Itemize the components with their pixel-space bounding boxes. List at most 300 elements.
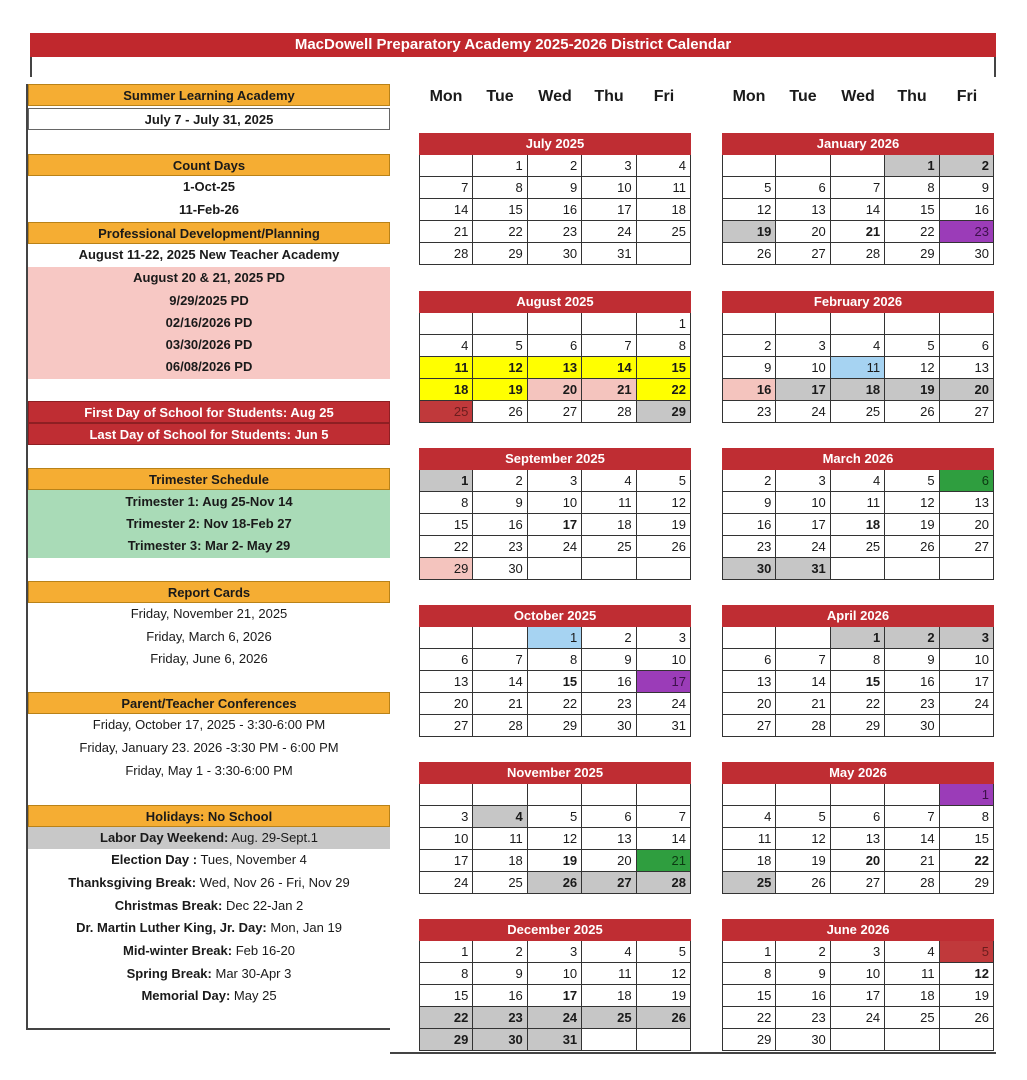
day-cell: 24 <box>419 872 473 894</box>
day-cell: 25 <box>582 1007 636 1029</box>
month-calendar <box>722 919 994 1051</box>
day-cell: 8 <box>419 963 473 985</box>
day-cell: 18 <box>473 850 527 872</box>
empty-day-cell <box>831 558 885 580</box>
empty-day-cell <box>722 155 776 177</box>
day-cell: 7 <box>473 649 527 671</box>
month-grid <box>419 784 691 894</box>
day-cell: 21 <box>776 693 830 715</box>
day-cell: 9 <box>473 492 527 514</box>
day-cell: 28 <box>776 715 830 737</box>
day-cell: 27 <box>528 401 582 423</box>
day-cell: 15 <box>940 828 994 850</box>
day-cell: 23 <box>473 1007 527 1029</box>
trimester-header: Trimester Schedule <box>28 468 390 490</box>
day-cell: 2 <box>473 941 527 963</box>
day-cell: 29 <box>940 872 994 894</box>
day-cell: 18 <box>637 199 691 221</box>
day-cell: 15 <box>419 514 473 536</box>
trimester-item: Trimester 2: Nov 18-Feb 27 <box>126 516 292 531</box>
day-cell: 27 <box>940 401 994 423</box>
day-cell: 23 <box>940 221 994 243</box>
day-cell: 1 <box>885 155 939 177</box>
day-cell: 7 <box>831 177 885 199</box>
day-cell: 30 <box>885 715 939 737</box>
month-title: October 2025 <box>419 605 691 627</box>
day-cell: 23 <box>473 536 527 558</box>
day-cell: 7 <box>776 649 830 671</box>
day-cell: 27 <box>831 872 885 894</box>
day-cell: 1 <box>940 784 994 806</box>
day-cell: 22 <box>940 850 994 872</box>
empty-day-cell <box>885 313 939 335</box>
month-grid <box>419 941 691 1051</box>
day-cell: 31 <box>528 1029 582 1051</box>
month-calendar <box>419 605 691 737</box>
day-cell: 24 <box>528 1007 582 1029</box>
day-cell: 1 <box>473 155 527 177</box>
day-cell: 17 <box>776 514 830 536</box>
day-cell: 16 <box>940 199 994 221</box>
empty-day-cell <box>831 784 885 806</box>
empty-day-cell <box>885 1029 939 1051</box>
day-cell: 27 <box>419 715 473 737</box>
day-cell: 15 <box>528 671 582 693</box>
day-cell: 10 <box>776 492 830 514</box>
day-cell: 6 <box>528 335 582 357</box>
day-cell: 12 <box>776 828 830 850</box>
day-cell: 23 <box>776 1007 830 1029</box>
day-cell: 26 <box>473 401 527 423</box>
day-cell: 19 <box>722 221 776 243</box>
day-cell: 20 <box>528 379 582 401</box>
empty-day-cell <box>637 243 691 265</box>
empty-day-cell <box>940 558 994 580</box>
day-cell: 23 <box>582 693 636 715</box>
empty-day-cell <box>582 558 636 580</box>
day-cell: 12 <box>722 199 776 221</box>
day-cell: 18 <box>722 850 776 872</box>
day-cell: 25 <box>831 401 885 423</box>
summer-dates: July 7 - July 31, 2025 <box>28 108 390 130</box>
day-cell: 8 <box>637 335 691 357</box>
day-cell: 19 <box>940 985 994 1007</box>
month-title: February 2026 <box>722 291 994 313</box>
month-calendar <box>722 448 994 580</box>
empty-day-cell <box>722 313 776 335</box>
day-cell: 10 <box>776 357 830 379</box>
day-cell: 31 <box>776 558 830 580</box>
day-cell: 4 <box>831 470 885 492</box>
day-cell: 10 <box>582 177 636 199</box>
report-date: Friday, March 6, 2026 <box>146 629 272 644</box>
day-cell: 26 <box>940 1007 994 1029</box>
empty-day-cell <box>940 313 994 335</box>
day-cell: 9 <box>722 357 776 379</box>
month-grid <box>722 941 994 1051</box>
day-cell: 24 <box>940 693 994 715</box>
day-cell: 16 <box>885 671 939 693</box>
day-cell: 4 <box>831 335 885 357</box>
day-cell: 3 <box>776 470 830 492</box>
day-cell: 22 <box>473 221 527 243</box>
month-title: January 2026 <box>722 133 994 155</box>
empty-day-cell <box>776 313 830 335</box>
day-cell: 13 <box>419 671 473 693</box>
day-cell: 12 <box>473 357 527 379</box>
day-cell: 19 <box>473 379 527 401</box>
day-cell: 7 <box>637 806 691 828</box>
day-header: Thu <box>594 88 624 105</box>
day-cell: 6 <box>582 806 636 828</box>
day-cell: 2 <box>722 335 776 357</box>
pd-item: 06/08/2026 PD <box>165 359 253 374</box>
day-cell: 3 <box>940 627 994 649</box>
empty-day-cell <box>940 1029 994 1051</box>
day-cell: 2 <box>582 627 636 649</box>
day-cell: 29 <box>473 243 527 265</box>
day-cell: 22 <box>885 221 939 243</box>
day-cell: 9 <box>776 963 830 985</box>
day-cell: 26 <box>528 872 582 894</box>
empty-day-cell <box>528 313 582 335</box>
day-cell: 17 <box>776 379 830 401</box>
empty-day-cell <box>637 558 691 580</box>
day-cell: 18 <box>582 985 636 1007</box>
day-cell: 13 <box>528 357 582 379</box>
day-cell: 26 <box>885 536 939 558</box>
day-cell: 18 <box>419 379 473 401</box>
day-cell: 16 <box>776 985 830 1007</box>
count-day-2: 11-Feb-26 <box>179 202 239 217</box>
day-cell: 4 <box>473 806 527 828</box>
day-cell: 30 <box>473 1029 527 1051</box>
day-cell: 28 <box>473 715 527 737</box>
day-cell: 25 <box>637 221 691 243</box>
empty-day-cell <box>419 313 473 335</box>
pd-item: August 20 & 21, 2025 PD <box>133 270 285 285</box>
ptc-date: Friday, May 1 - 3:30-6:00 PM <box>125 763 293 778</box>
day-cell: 22 <box>722 1007 776 1029</box>
day-cell: 11 <box>637 177 691 199</box>
day-cell: 2 <box>722 470 776 492</box>
empty-day-cell <box>940 715 994 737</box>
day-cell: 12 <box>940 963 994 985</box>
day-cell: 10 <box>528 492 582 514</box>
day-cell: 19 <box>528 850 582 872</box>
day-cell: 17 <box>831 985 885 1007</box>
empty-day-cell <box>776 155 830 177</box>
day-cell: 12 <box>637 492 691 514</box>
empty-day-cell <box>582 1029 636 1051</box>
day-cell: 15 <box>419 985 473 1007</box>
day-cell: 4 <box>722 806 776 828</box>
empty-day-cell <box>473 313 527 335</box>
empty-day-cell <box>776 784 830 806</box>
day-cell: 17 <box>582 199 636 221</box>
day-cell: 24 <box>582 221 636 243</box>
day-cell: 30 <box>528 243 582 265</box>
day-cell: 11 <box>582 963 636 985</box>
month-title: December 2025 <box>419 919 691 941</box>
day-cell: 6 <box>776 177 830 199</box>
day-cell: 5 <box>885 335 939 357</box>
holiday-header: Holidays: No School <box>28 805 390 827</box>
day-cell: 5 <box>776 806 830 828</box>
day-cell: 22 <box>831 693 885 715</box>
day-cell: 8 <box>473 177 527 199</box>
day-cell: 19 <box>885 379 939 401</box>
day-cell: 19 <box>885 514 939 536</box>
day-cell: 14 <box>473 671 527 693</box>
left-bottom-line <box>26 1028 390 1030</box>
day-cell: 17 <box>419 850 473 872</box>
day-cell: 30 <box>582 715 636 737</box>
month-title: June 2026 <box>722 919 994 941</box>
day-cell: 29 <box>528 715 582 737</box>
day-cell: 14 <box>637 828 691 850</box>
day-cell: 16 <box>473 514 527 536</box>
calendar-title: MacDowell Preparatory Academy 2025-2026 District Calendar <box>30 33 996 57</box>
day-cell: 9 <box>940 177 994 199</box>
day-cell: 24 <box>776 401 830 423</box>
day-cell: 1 <box>419 470 473 492</box>
day-cell: 23 <box>885 693 939 715</box>
day-cell: 29 <box>831 715 885 737</box>
empty-day-cell <box>776 627 830 649</box>
trimester-item: Trimester 3: Mar 2- May 29 <box>127 538 291 553</box>
day-cell: 8 <box>885 177 939 199</box>
day-cell: 31 <box>637 715 691 737</box>
day-cell: 15 <box>637 357 691 379</box>
day-cell: 15 <box>885 199 939 221</box>
holiday-item: Election Day : Tues, November 4 <box>111 852 307 867</box>
day-cell: 10 <box>940 649 994 671</box>
day-cell: 4 <box>419 335 473 357</box>
empty-day-cell <box>473 627 527 649</box>
day-cell: 20 <box>831 850 885 872</box>
day-cell: 17 <box>637 671 691 693</box>
day-cell: 14 <box>582 357 636 379</box>
month-calendar <box>722 133 994 265</box>
day-cell: 28 <box>831 243 885 265</box>
day-cell: 29 <box>419 558 473 580</box>
month-calendar <box>419 448 691 580</box>
first-day-banner: First Day of School for Students: Aug 25 <box>28 401 390 423</box>
ptc-header: Parent/Teacher Conferences <box>28 692 390 714</box>
empty-day-cell <box>831 1029 885 1051</box>
month-grid <box>722 313 994 423</box>
day-cell: 23 <box>528 221 582 243</box>
report-header: Report Cards <box>28 581 390 603</box>
day-cell: 18 <box>885 985 939 1007</box>
day-cell: 6 <box>940 470 994 492</box>
holiday-item: Thanksgiving Break: Wed, Nov 26 - Fri, Nov 29 <box>68 875 350 890</box>
day-cell: 20 <box>722 693 776 715</box>
day-cell: 21 <box>473 693 527 715</box>
day-header: Thu <box>897 88 927 105</box>
day-cell: 9 <box>528 177 582 199</box>
empty-day-cell <box>831 313 885 335</box>
month-calendar <box>722 605 994 737</box>
day-cell: 25 <box>582 536 636 558</box>
day-cell: 3 <box>528 470 582 492</box>
day-cell: 4 <box>582 941 636 963</box>
day-cell: 1 <box>528 627 582 649</box>
summer-header: Summer Learning Academy <box>28 84 390 106</box>
day-cell: 23 <box>722 536 776 558</box>
day-cell: 16 <box>473 985 527 1007</box>
day-cell: 8 <box>722 963 776 985</box>
month-title: March 2026 <box>722 448 994 470</box>
holiday-item: Memorial Day: May 25 <box>141 988 277 1003</box>
day-cell: 14 <box>885 828 939 850</box>
holiday-item: Labor Day Weekend: Aug. 29-Sept.1 <box>28 827 390 849</box>
empty-day-cell <box>885 784 939 806</box>
day-cell: 5 <box>722 177 776 199</box>
day-cell: 6 <box>722 649 776 671</box>
day-cell: 6 <box>940 335 994 357</box>
day-cell: 20 <box>419 693 473 715</box>
day-cell: 26 <box>637 1007 691 1029</box>
day-cell: 30 <box>940 243 994 265</box>
empty-day-cell <box>419 627 473 649</box>
day-cell: 24 <box>831 1007 885 1029</box>
month-calendar <box>419 762 691 894</box>
day-cell: 9 <box>885 649 939 671</box>
day-cell: 11 <box>419 357 473 379</box>
month-grid <box>419 155 691 265</box>
day-cell: 16 <box>722 514 776 536</box>
day-cell: 13 <box>722 671 776 693</box>
day-cell: 16 <box>528 199 582 221</box>
day-cell: 21 <box>885 850 939 872</box>
day-cell: 25 <box>722 872 776 894</box>
day-cell: 18 <box>831 514 885 536</box>
day-cell: 24 <box>528 536 582 558</box>
day-cell: 18 <box>582 514 636 536</box>
day-cell: 14 <box>831 199 885 221</box>
day-header: Wed <box>538 88 572 105</box>
day-cell: 30 <box>722 558 776 580</box>
holiday-item: Mid-winter Break: Feb 16-20 <box>123 943 295 958</box>
pd-item: 02/16/2026 PD <box>165 315 253 330</box>
empty-day-cell <box>722 784 776 806</box>
day-header: Mon <box>732 88 766 105</box>
count-header: Count Days <box>28 154 390 176</box>
day-cell: 26 <box>637 536 691 558</box>
day-cell: 5 <box>473 335 527 357</box>
day-cell: 15 <box>473 199 527 221</box>
month-grid <box>419 470 691 580</box>
day-cell: 28 <box>419 243 473 265</box>
month-title: November 2025 <box>419 762 691 784</box>
day-cell: 10 <box>419 828 473 850</box>
day-cell: 13 <box>940 492 994 514</box>
empty-day-cell <box>473 784 527 806</box>
day-cell: 25 <box>473 872 527 894</box>
day-cell: 14 <box>419 199 473 221</box>
day-cell: 27 <box>722 715 776 737</box>
day-cell: 29 <box>722 1029 776 1051</box>
day-cell: 22 <box>419 1007 473 1029</box>
report-date: Friday, June 6, 2026 <box>150 651 268 666</box>
day-cell: 15 <box>831 671 885 693</box>
day-cell: 11 <box>473 828 527 850</box>
day-cell: 25 <box>831 536 885 558</box>
day-cell: 17 <box>528 514 582 536</box>
month-grid <box>722 627 994 737</box>
empty-day-cell <box>419 155 473 177</box>
day-cell: 26 <box>776 872 830 894</box>
day-cell: 24 <box>776 536 830 558</box>
day-cell: 6 <box>831 806 885 828</box>
day-cell: 15 <box>722 985 776 1007</box>
day-cell: 27 <box>776 243 830 265</box>
month-title: September 2025 <box>419 448 691 470</box>
title-frame <box>30 57 996 77</box>
day-cell: 28 <box>582 401 636 423</box>
day-cell: 9 <box>722 492 776 514</box>
month-calendar <box>419 291 691 423</box>
trimester-item: Trimester 1: Aug 25-Nov 14 <box>125 494 293 509</box>
day-cell: 25 <box>419 401 473 423</box>
day-cell: 18 <box>831 379 885 401</box>
day-cell: 22 <box>419 536 473 558</box>
month-grid <box>722 470 994 580</box>
day-cell: 5 <box>940 941 994 963</box>
day-cell: 11 <box>722 828 776 850</box>
day-cell: 29 <box>885 243 939 265</box>
day-cell: 3 <box>776 335 830 357</box>
day-cell: 2 <box>528 155 582 177</box>
day-cell: 1 <box>722 941 776 963</box>
day-cell: 8 <box>419 492 473 514</box>
day-cell: 13 <box>940 357 994 379</box>
day-cell: 1 <box>637 313 691 335</box>
day-cell: 17 <box>940 671 994 693</box>
bottom-line <box>390 1052 996 1054</box>
day-cell: 3 <box>831 941 885 963</box>
day-cell: 20 <box>940 379 994 401</box>
empty-day-cell <box>582 313 636 335</box>
month-grid <box>419 627 691 737</box>
day-cell: 9 <box>582 649 636 671</box>
day-cell: 4 <box>582 470 636 492</box>
day-cell: 4 <box>637 155 691 177</box>
day-cell: 12 <box>637 963 691 985</box>
day-cell: 16 <box>582 671 636 693</box>
holiday-item: Spring Break: Mar 30-Apr 3 <box>126 966 292 981</box>
day-cell: 21 <box>419 221 473 243</box>
day-cell: 20 <box>582 850 636 872</box>
day-cell: 21 <box>637 850 691 872</box>
day-cell: 24 <box>637 693 691 715</box>
empty-day-cell <box>582 784 636 806</box>
day-cell: 26 <box>885 401 939 423</box>
count-day-1: 1-Oct-25 <box>182 179 236 194</box>
day-cell: 1 <box>831 627 885 649</box>
day-cell: 4 <box>885 941 939 963</box>
month-calendar <box>722 291 994 423</box>
day-header: Fri <box>653 88 675 105</box>
month-calendar <box>419 133 691 265</box>
day-cell: 12 <box>885 492 939 514</box>
day-cell: 11 <box>885 963 939 985</box>
day-cell: 7 <box>419 177 473 199</box>
day-cell: 30 <box>776 1029 830 1051</box>
day-cell: 5 <box>528 806 582 828</box>
